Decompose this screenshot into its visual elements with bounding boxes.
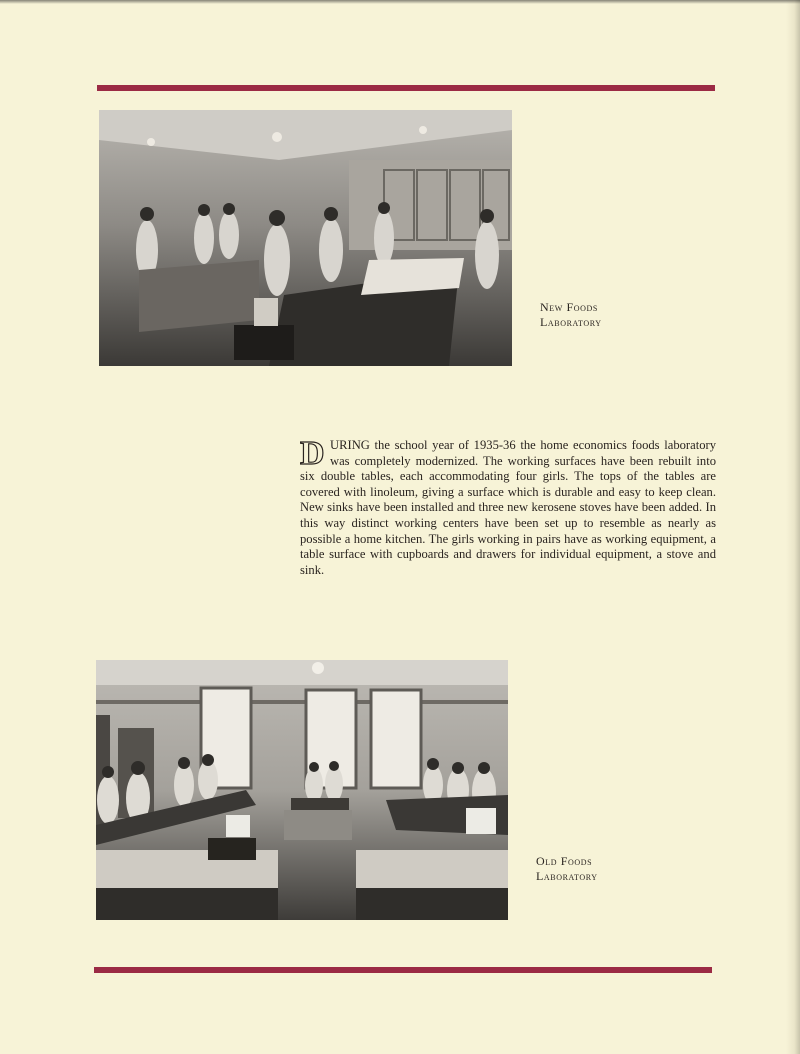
old-foods-laboratory-photo <box>96 660 508 920</box>
caption-line: New Foods <box>540 300 598 314</box>
drop-cap: D <box>300 435 325 472</box>
page-right-edge <box>786 0 800 1054</box>
new-lab-photo-image <box>99 110 512 366</box>
article-paragraph <box>300 435 716 578</box>
caption-line: Laboratory <box>540 315 602 329</box>
top-rule <box>97 85 715 91</box>
new-foods-laboratory-photo <box>99 110 512 366</box>
article-text: URING the school year of 1935-36 the home economics foods laboratory was completely modernized. The working surfaces have been rebuilt into six double tables, each accommodating four girls. The tops of the tables are covered with linoleum, giving a surface which is durable and easy to keep clean. New sinks have been installed and three new kerosene stoves have been added. In this way distinct working centers have been set up to resemble as nearly as possible a home kitchen. The girls working in pairs have as working equipment, a table surface with cupboards and drawers for individual equipment, a stove and sink. <box>300 438 716 577</box>
caption-line: Old Foods <box>536 854 593 868</box>
old-lab-photo-image <box>96 660 508 920</box>
new-foods-laboratory-caption <box>540 300 602 330</box>
old-foods-laboratory-caption <box>536 854 598 884</box>
bottom-rule <box>94 967 712 973</box>
caption-line: Laboratory <box>536 869 598 883</box>
page-top-edge <box>0 0 800 4</box>
